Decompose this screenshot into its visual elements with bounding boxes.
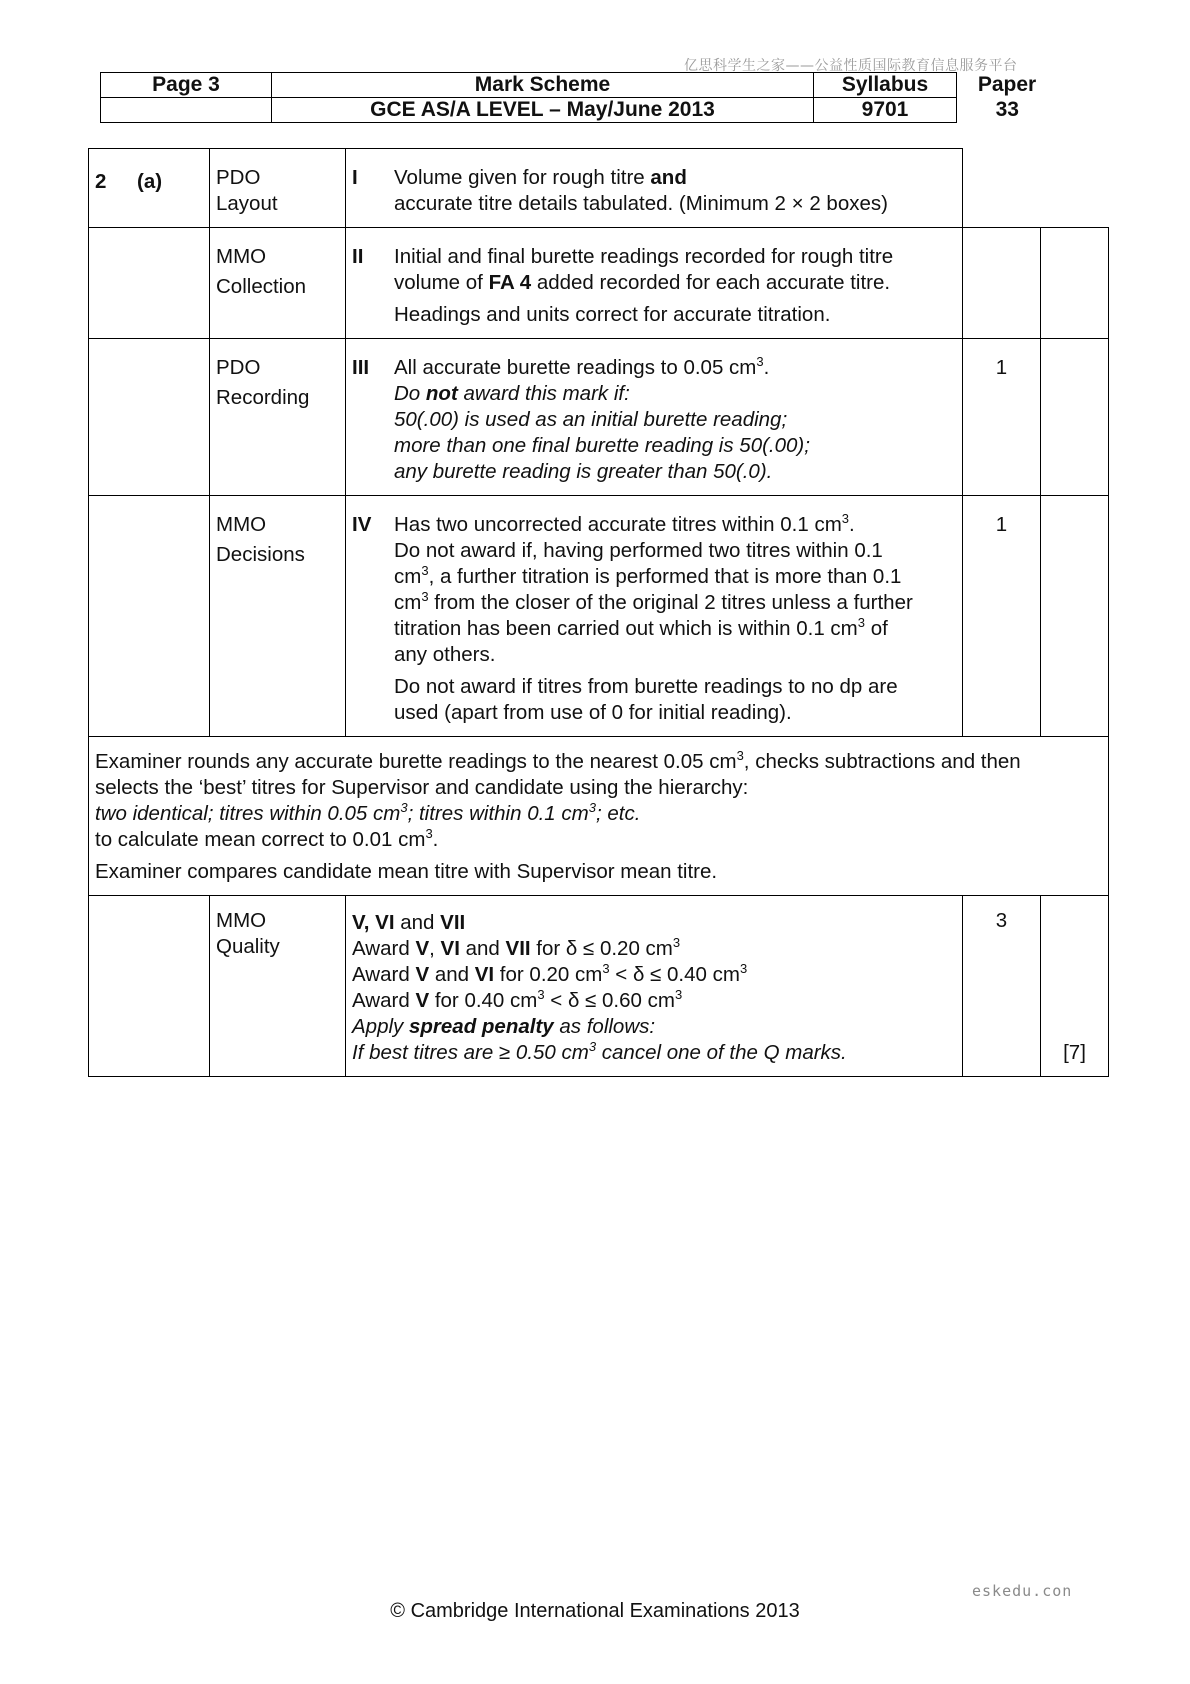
criterion-text: of (865, 617, 888, 640)
criterion-text: Apply (352, 1015, 409, 1038)
note-text: ; etc. (595, 802, 641, 825)
question-number-cell (89, 496, 210, 737)
criterion-text: Has two uncorrected accurate titres within 0.1 cm (394, 513, 842, 536)
skill-cell (210, 896, 346, 1077)
skill-name: Layout (216, 192, 278, 215)
criterion-roman: I (352, 166, 358, 189)
superscript: 3 (736, 748, 744, 764)
skill-code: PDO (216, 356, 261, 379)
criterion-text: volume of (394, 271, 489, 294)
skill-name: Decisions (216, 543, 305, 566)
total-cell (1041, 228, 1109, 339)
note-text: . (432, 828, 439, 851)
watermark-bottom: eskedu.con (972, 1582, 1073, 1600)
note-text: selects the ‘best’ titres for Supervisor and candidate using the hierarchy: (95, 776, 749, 799)
criterion-cell (346, 149, 963, 228)
paper-value: 33 (995, 98, 1019, 121)
question-number-cell (89, 896, 210, 1077)
superscript: 3 (756, 354, 764, 370)
criterion-roman: III (352, 356, 370, 379)
criterion-text-bold: FA 4 (488, 271, 532, 294)
criterion-text: added recorded for each accurate titre. (531, 271, 891, 294)
criterion-text: any burette reading is greater than 50(.0). (394, 460, 773, 483)
criterion-text-bold: VII (440, 911, 466, 934)
skill-cell (210, 496, 346, 737)
skill-code: PDO (216, 166, 261, 189)
criterion-text: 50(.00) is used as an initial burette reading; (394, 408, 788, 431)
mark-cell: 1 (963, 496, 1041, 737)
table-row (89, 228, 1109, 339)
skill-name: Quality (216, 935, 280, 958)
skill-cell (210, 228, 346, 339)
skill-code: MMO (216, 245, 267, 268)
table-row (89, 339, 1109, 496)
table-row (89, 896, 1109, 1077)
note-text: two identical; titres within 0.05 cm (95, 802, 401, 825)
criterion-text: cancel one of the Q marks. (596, 1041, 847, 1064)
skill-name: Collection (216, 275, 307, 298)
criterion-text: Award (352, 963, 416, 986)
criterion-cell (346, 496, 963, 737)
criterion-cell (346, 228, 963, 339)
mark-scheme-table (88, 148, 1109, 1077)
criterion-text: and (429, 963, 475, 986)
criterion-text: titration has been carried out which is within 0.1 cm (394, 617, 858, 640)
criterion-text: for 0.40 cm (429, 989, 538, 1012)
skill-code: MMO (216, 909, 267, 932)
criterion-text: from the closer of the original 2 titres unless a further (428, 591, 913, 614)
watermark-top: 亿思科学生之家——公益性质国际教育信息服务平台 (684, 58, 1018, 74)
criterion-text: Award (352, 989, 416, 1012)
syllabus-value: 9701 (814, 98, 957, 123)
question-number-cell (89, 228, 210, 339)
criterion-text: Headings and units correct for accurate titration. (394, 303, 831, 326)
page-header-table (100, 72, 1058, 123)
total-cell: [7] (1041, 896, 1109, 1077)
superscript: 3 (841, 511, 850, 527)
criterion-text-bold: VII (505, 937, 531, 960)
syllabus-label: Syllabus (814, 73, 957, 98)
note-text: ; titres within 0.1 cm (407, 802, 589, 825)
criterion-text: Volume given for rough titre (394, 166, 651, 189)
header-subtitle: GCE AS/A LEVEL – May/June 2013 (272, 98, 814, 123)
question-number-cell (89, 149, 210, 228)
criterion-text: award this mark if: (457, 382, 630, 405)
page-number: Page 3 (101, 73, 272, 98)
superscript: 3 (400, 800, 408, 816)
criterion-text: . (849, 513, 855, 536)
superscript: 3 (421, 589, 429, 605)
question-part: (a) (137, 170, 163, 193)
criterion-cell (346, 339, 963, 496)
skill-name: Recording (216, 386, 310, 409)
question-number: 2 (95, 170, 107, 193)
criterion-text-bold: V (415, 963, 430, 986)
criterion-text-bold: VI (474, 963, 495, 986)
superscript: 3 (588, 1039, 597, 1055)
mark-cell (963, 228, 1041, 339)
criterion-text: used (apart from use of 0 for initial reading). (394, 701, 792, 724)
criterion-text: < δ ≤ 0.60 cm (544, 989, 675, 1012)
total-cell (1041, 339, 1109, 496)
note-text: to calculate mean correct to 0.01 cm (95, 828, 426, 851)
copyright-footer: © Cambridge International Examinations 2013 (390, 1600, 800, 1622)
examiner-note (89, 737, 1109, 896)
superscript: 3 (537, 987, 545, 1003)
criterion-text-bold: V (415, 989, 430, 1012)
criterion-text: All accurate burette readings to 0.05 cm (394, 356, 757, 379)
criterion-text: and (394, 911, 441, 934)
criterion-text: any others. (394, 643, 496, 666)
criterion-text: cm (394, 565, 422, 588)
note-text: Examiner rounds any accurate burette readings to the nearest 0.05 cm (95, 750, 737, 773)
criterion-text: . (763, 356, 770, 379)
superscript: 3 (421, 563, 429, 579)
total-cell (1041, 149, 1109, 228)
criterion-cell (346, 896, 963, 1077)
criterion-text-bold: V, VI (352, 911, 395, 934)
criterion-text: , (429, 937, 441, 960)
criterion-text-bold: not (425, 382, 458, 405)
total-cell (1041, 496, 1109, 737)
table-row (89, 496, 1109, 737)
criterion-text: cm (394, 591, 422, 614)
superscript: 3 (857, 615, 865, 631)
criterion-text: more than one final burette reading is 50(.00); (394, 434, 810, 457)
criterion-text: Do (394, 382, 426, 405)
criterion-text: Award (352, 937, 416, 960)
header-title: Mark Scheme (272, 73, 814, 98)
superscript: 3 (588, 800, 596, 816)
criterion-text-bold: VI (440, 937, 460, 960)
superscript: 3 (425, 826, 433, 842)
skill-cell (210, 339, 346, 496)
criterion-text-bold: spread penalty (408, 1015, 554, 1038)
skill-code: MMO (216, 513, 267, 536)
note-text: , checks subtractions and then (743, 750, 1021, 773)
superscript: 3 (602, 961, 610, 977)
criterion-roman: II (352, 245, 364, 268)
criterion-roman: IV (352, 513, 372, 536)
note-text: Examiner compares candidate mean titre with Supervisor mean titre. (95, 860, 718, 883)
criterion-text-bold: and (650, 166, 687, 189)
superscript: 3 (739, 961, 748, 977)
criterion-text: If best titres are ≥ 0.50 cm (352, 1041, 589, 1064)
criterion-text: Do not award if, having performed two titres within 0.1 (394, 539, 883, 562)
question-number-cell (89, 339, 210, 496)
mark-cell: 3 (963, 896, 1041, 1077)
header-empty-cell (101, 98, 272, 123)
superscript: 3 (672, 935, 681, 951)
mark-cell: 1 (963, 339, 1041, 496)
criterion-text: , a further titration is performed that is more than 0.1 (428, 565, 902, 588)
criterion-text: for δ ≤ 0.20 cm (530, 937, 673, 960)
criterion-text-bold: V (415, 937, 430, 960)
criterion-text: Initial and final burette readings recorded for rough titre (394, 245, 894, 268)
skill-cell (210, 149, 346, 228)
superscript: 3 (674, 987, 683, 1003)
criterion-text: accurate titre details tabulated. (Minimum 2 × 2 boxes) (394, 192, 888, 215)
criterion-text: and (459, 937, 506, 960)
table-row (89, 737, 1109, 896)
criterion-text: Do not award if titres from burette readings to no dp are (394, 675, 898, 698)
paper-label: Paper (977, 73, 1037, 96)
mark-cell (963, 149, 1041, 228)
criterion-text: < δ ≤ 0.40 cm (609, 963, 740, 986)
criterion-text: as follows: (553, 1015, 656, 1038)
table-row (89, 149, 1109, 228)
criterion-text: for 0.20 cm (494, 963, 603, 986)
